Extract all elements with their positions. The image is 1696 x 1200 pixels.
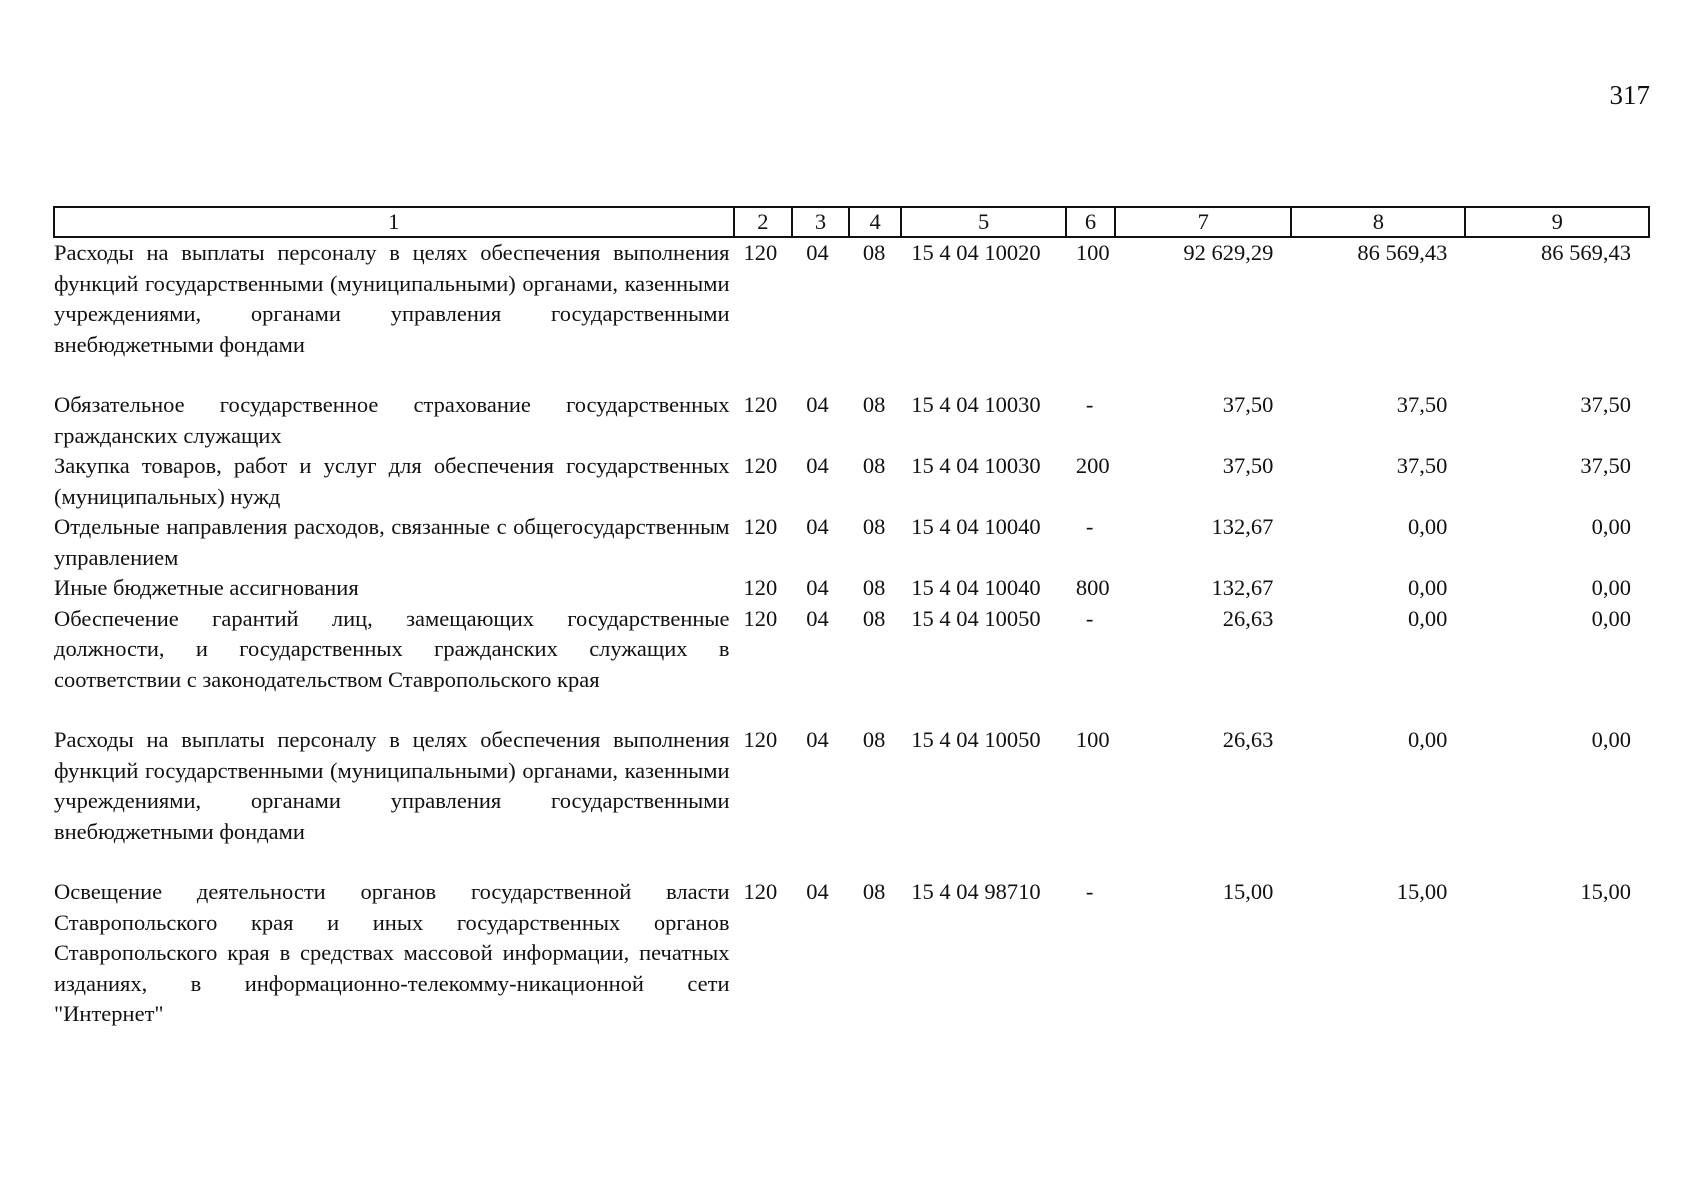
row-c9: 0,00 <box>1591 605 1631 631</box>
table-row <box>54 604 1649 726</box>
row-c2: 120 <box>743 392 778 417</box>
row-c4: 08 <box>862 879 886 904</box>
header-col-2: 2 <box>734 207 793 237</box>
row-c3: 04 <box>806 514 829 539</box>
row-name: Расходы на выплаты персоналу в целях обеспечения выполнения функций государственными (муниципальными) органами, казенными учреждениями, органами управления государственными внебюджетными фондами <box>54 240 730 357</box>
row-c6: 200 <box>1075 453 1110 478</box>
row-name: Иные бюджетные ассигнования <box>54 575 359 600</box>
table-row <box>54 512 1649 573</box>
table-row <box>54 451 1649 512</box>
row-c8: 0,00 <box>1408 605 1448 631</box>
row-c5: 15 4 04 10030 <box>911 453 1041 478</box>
row-c4: 08 <box>862 240 886 265</box>
row-c9: 86 569,43 <box>1541 240 1631 265</box>
row-c5: 15 4 04 98710 <box>911 879 1041 904</box>
row-c6: 100 <box>1075 727 1110 752</box>
row-c5: 15 4 04 10020 <box>911 240 1041 265</box>
row-name: Обеспечение гарантий лиц, замещающих государственные должности, и государственных гражданских служащих в соответствии с законодательством Ставропольского края <box>54 605 730 692</box>
row-c4: 08 <box>862 392 886 417</box>
row-c9: 0,00 <box>1591 575 1631 600</box>
header-col-5: 5 <box>901 207 1066 237</box>
header-col-8: 8 <box>1291 207 1465 237</box>
row-c6: - <box>1085 879 1094 904</box>
row-c8: 0,00 <box>1408 575 1448 600</box>
row-c6: 100 <box>1075 240 1110 265</box>
row-c3: 04 <box>806 453 829 478</box>
row-c2: 120 <box>743 453 778 478</box>
row-c3: 04 <box>806 605 829 631</box>
row-c2: 120 <box>743 514 778 539</box>
row-c3: 04 <box>806 727 829 752</box>
row-c4: 08 <box>862 514 886 539</box>
header-col-7: 7 <box>1115 207 1291 237</box>
row-c9: 37,50 <box>1580 392 1631 417</box>
row-c3: 04 <box>806 392 829 417</box>
row-c5: 15 4 04 10040 <box>911 514 1041 539</box>
table-row <box>54 390 1649 451</box>
row-c3: 04 <box>806 879 829 904</box>
row-name: Отдельные направления расходов, связанные с общегосударственным управлением <box>54 514 730 570</box>
row-c7: 26,63 <box>1222 605 1274 631</box>
row-c8: 37,50 <box>1396 392 1448 417</box>
row-c2: 120 <box>743 240 778 265</box>
table-row <box>54 573 1649 604</box>
row-c7: 37,50 <box>1222 453 1274 478</box>
budget-table <box>53 206 1650 1030</box>
row-c8: 0,00 <box>1408 514 1448 539</box>
table-row <box>54 725 1649 877</box>
page-number: 317 <box>1609 80 1650 110</box>
row-c7: 132,67 <box>1211 514 1274 539</box>
row-c8: 15,00 <box>1396 879 1448 904</box>
row-c4: 08 <box>862 727 886 752</box>
row-name: Освещение деятельности органов государственной власти Ставропольского края и иных государственных органов Ставропольского края в средствах массовой информации, печатных изданиях, в информационно-телекомму-никационной сети "Интернет" <box>54 879 730 1026</box>
header-col-3: 3 <box>792 207 849 237</box>
header-col-9: 9 <box>1465 207 1649 237</box>
row-c2: 120 <box>743 727 778 752</box>
row-c9: 0,00 <box>1591 727 1631 752</box>
table-row <box>54 877 1649 1030</box>
header-col-1: 1 <box>54 207 734 237</box>
row-c4: 08 <box>862 605 886 631</box>
row-c6: 800 <box>1075 575 1110 600</box>
table-row <box>54 237 1649 390</box>
row-c4: 08 <box>862 575 886 600</box>
row-c8: 37,50 <box>1396 453 1448 478</box>
header-col-6: 6 <box>1066 207 1115 237</box>
row-c5: 15 4 04 10050 <box>911 727 1041 752</box>
row-c3: 04 <box>806 240 829 265</box>
row-name: Закупка товаров, работ и услуг для обеспечения государственных (муниципальных) нужд <box>54 453 730 509</box>
row-c2: 120 <box>743 879 778 904</box>
row-c7: 15,00 <box>1222 879 1274 904</box>
row-c2: 120 <box>743 575 778 600</box>
row-c9: 37,50 <box>1580 453 1631 478</box>
row-name: Расходы на выплаты персоналу в целях обеспечения выполнения функций государственными (муниципальными) органами, казенными учреждениями, органами управления государственными внебюджетными фондами <box>54 727 730 844</box>
row-c8: 86 569,43 <box>1357 240 1448 265</box>
row-c9: 0,00 <box>1591 514 1631 539</box>
row-c4: 08 <box>862 453 886 478</box>
row-c5: 15 4 04 10050 <box>911 605 1041 631</box>
header-col-4: 4 <box>849 207 901 237</box>
row-c3: 04 <box>806 575 829 600</box>
row-c7: 92 629,29 <box>1183 240 1274 265</box>
row-c5: 15 4 04 10030 <box>911 392 1041 417</box>
row-c6: - <box>1085 514 1094 539</box>
row-c6: - <box>1085 605 1094 631</box>
row-c5: 15 4 04 10040 <box>911 575 1041 600</box>
table-header-row <box>54 207 1649 237</box>
row-c6: - <box>1085 392 1094 417</box>
row-c2: 120 <box>743 605 778 631</box>
row-c9: 15,00 <box>1580 879 1631 904</box>
row-c7: 132,67 <box>1211 575 1274 600</box>
row-c7: 26,63 <box>1222 727 1274 752</box>
row-c8: 0,00 <box>1408 727 1448 752</box>
row-c7: 37,50 <box>1222 392 1274 417</box>
row-name: Обязательное государственное страхование государственных гражданских служащих <box>54 392 730 448</box>
